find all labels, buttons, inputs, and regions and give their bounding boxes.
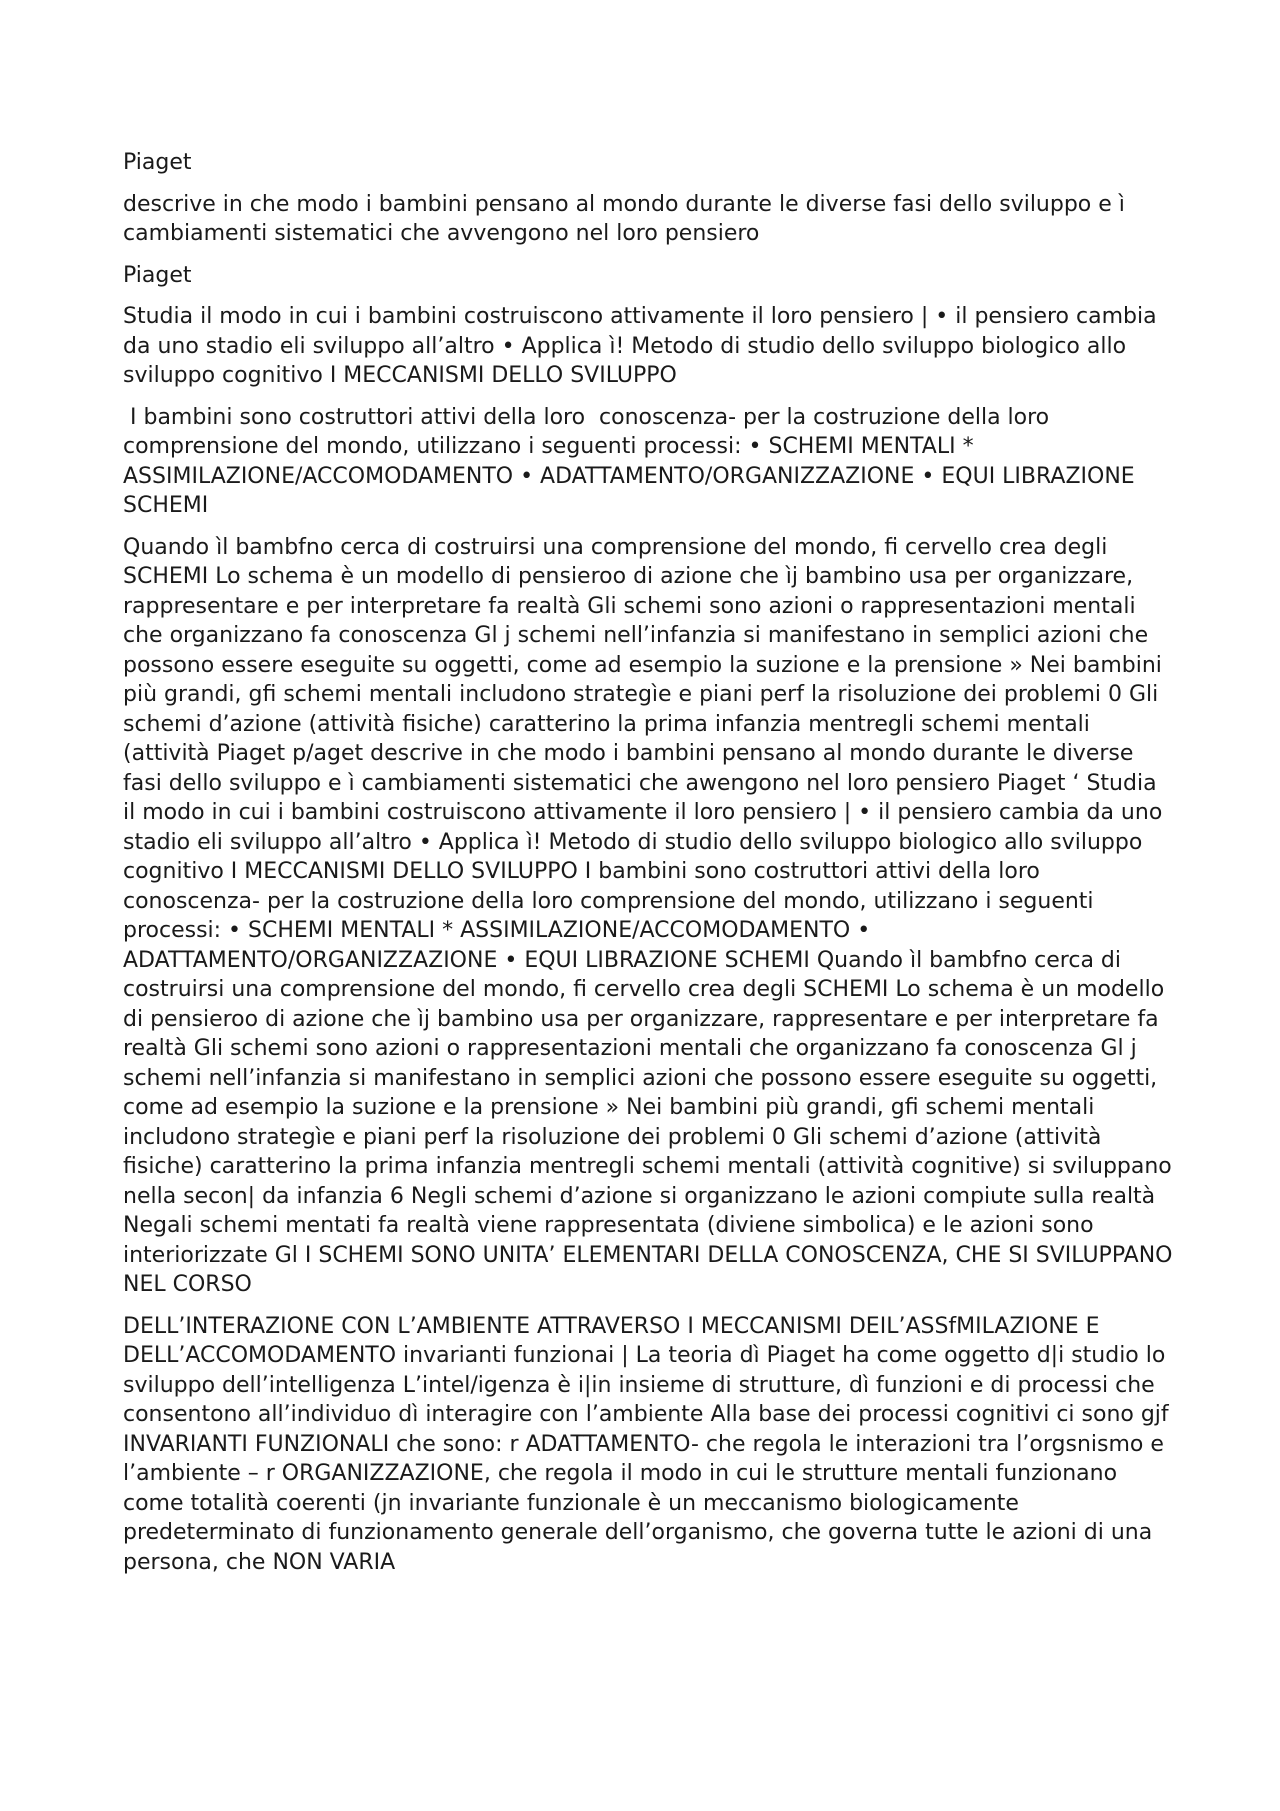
paragraph-intro: descrive in che modo i bambini pensano al mondo durante le diverse fasi dello sviluppo e ì cambiamenti sistematici che avvengono nel loro pensiero	[123, 191, 1125, 246]
paragraph-schemi: Quando ìl bambfno cerca di costruirsi una comprensione del mondo, fi cervello crea degli SCHEMI Lo schema è un modello di pensieroo di azione che ìj bambino usa per organizzare, rappresentare e per interpretare fa realtà Gli schemi sono azioni o rappresentazioni mentali che organizzano fa conoscenza Gl j schemi nell’infanzia si manifestano in semplici azioni che possono essere eseguite su oggetti, come ad esempio la suzione e la prensione » Nei bambini più grandi, gfi schemi mentali includono strategìe e piani perf la risoluzione dei problemi 0 Gli schemi d’azione (attività fisiche) caratterino la prima infanzia mentregli schemi mentali (attività Piaget p/aget descrive in che modo i bambini pensano al mondo durante le diverse fasi dello sviluppo e ì cambiamenti sistematici che awengono nel loro pensiero Piaget ‘ Studia il modo in cui i bambini costruiscono attivamente il loro pensiero | • il pensiero cambia da uno stadio eli sviluppo all’altro • Applica ì! Metodo di studio dello sviluppo biologico allo sviluppo cognitivo I MECCANISMI DELLO SVILUPPO I bambini sono costruttori attivi della loro conoscenza- per la costruzione della loro comprensione del mondo, utilizzano i seguenti processi: • SCHEMI MENTALI * ASSIMILAZIONE/ACCOMODAMENTO • ADATTAMENTO/ORGANIZZAZIONE • EQUI LIBRAZIONE SCHEMI Quando ìl bambfno cerca di costruirsi una comprensione del mondo, fi cervello crea degli SCHEMI Lo schema è un modello di pensieroo di azione che ìj bambino usa per organizzare, rappresentare e per interpretare fa realtà Gli schemi sono azioni o rappresentazioni mentali che organizzano fa conoscenza Gl j schemi nell’infanzia si manifestano in semplici azioni che possono essere eseguite su oggetti, come ad esempio la suzione e la prensione » Nei bambini più grandi, gfi schemi mentali includono strategìe e piani perf la risoluzione dei problemi 0 Gli schemi d’azione (attività fisiche) caratterino la prima infanzia mentregli schemi mentali (attività cognitive) si sviluppano nella secon| da infanzia 6 Negli schemi d’azione si organizzano le azioni compiute sulla realtà Negali schemi mentati fa realtà viene rappresentata (diviene simbolica) e le azioni sono interiorizzate Gl I SCHEMI SONO UNITA’ ELEMENTARI DELLA CONOSCENZA, CHE SI SVILUPPANO NEL CORSO	[123, 534, 1173, 1297]
paragraph-title-piaget-1: Piaget	[123, 150, 192, 175]
paragraph-title-piaget-2: Piaget	[123, 262, 192, 288]
document-body	[123, 148, 1175, 1589]
paragraph-studia: Studia il modo in cui i bambini costruiscono attivamente il loro pensiero | • il pensiero cambia da uno stadio eli sviluppo all’altro • Applica ì! Metodo di studio dello sviluppo biologico allo sviluppo cognitivo I MECCANISMI DELLO SVILUPPO	[123, 304, 1157, 388]
paragraph-costruttori: I bambini sono costruttori attivi della loro conoscenza- per la costruzione della loro comprensione del mondo, utilizzano i seguenti processi: • SCHEMI MENTALI * ASSIMILAZIONE/ACCOMODAMENTO • ADATTAMENTO/ORGANIZZAZIONE • EQUI LIBRAZIONE SCHEMI	[123, 404, 1142, 518]
paragraph-interazione: DELL’INTERAZIONE CON L’AMBIENTE ATTRAVERSO I MECCANISMI DEIL’ASSfMILAZIONE E DELL’ACCOMODAMENTO invarianti funzionai | La teoria dì Piaget ha come oggetto d|i studio lo sviluppo dell’intelligenza L’intel/igenza è i|in insieme di strutture, dì funzioni e di processi che consentono all’individuo dì interagire con l’ambiente Alla base dei processi cognitivi ci sono gjf INVARIANTI FUNZIONALI che sono: r ADATTAMENTO- che regola le interazioni tra l’orgsnismo e l’ambiente – r ORGANIZZAZIONE, che regola il modo in cui le strutture mentali funzionano come totalità coerenti (jn invariante funzionale è un meccanismo biologicamente predeterminato di funzionamento generale dell’organismo, che governa tutte le azioni di una persona, che NON VARIA	[123, 1313, 1169, 1575]
